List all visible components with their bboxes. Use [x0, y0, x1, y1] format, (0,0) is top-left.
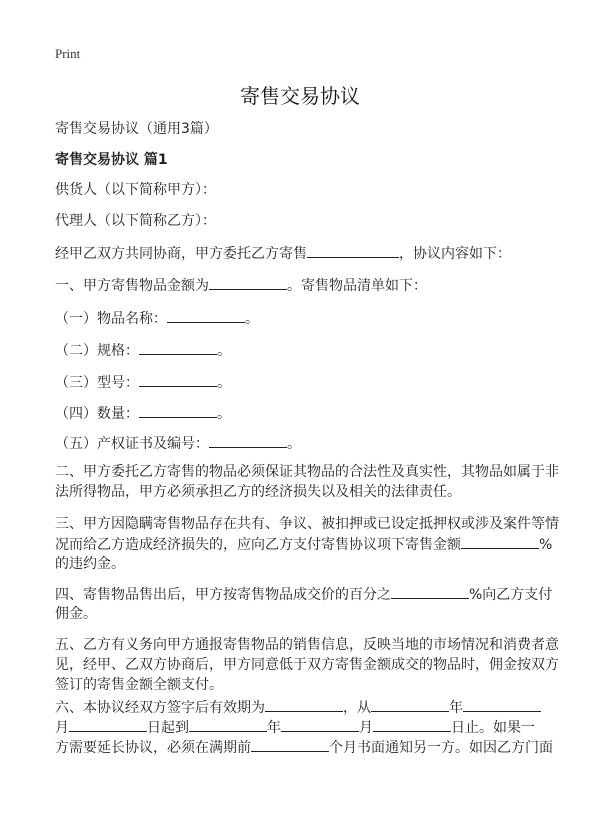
- text-line: [55, 181, 216, 199]
- text-segment: 佣金。: [55, 606, 97, 622]
- text-segment: （四）数量：: [55, 406, 139, 422]
- fill-in-blank: [209, 434, 287, 448]
- section-heading: [55, 151, 168, 169]
- print-link[interactable]: Print: [55, 46, 81, 61]
- text-segment: （三）型号：: [55, 375, 139, 391]
- text-segment: 三、甲方因隐瞒寄售物品存在共有、争议、被扣押或已设定抵押权或涉及案件等情: [55, 516, 559, 532]
- text-segment: 二、甲方委托乙方寄售的物品必须保证其物品的合法性及真实性，其物品如属于非: [55, 464, 559, 480]
- fill-in-blank: [139, 404, 217, 418]
- text-line: [55, 515, 559, 533]
- text-segment: 。: [287, 436, 301, 452]
- fill-in-blank: [307, 244, 399, 258]
- text-segment: 签订的寄售金额全额支付。: [55, 677, 223, 693]
- text-segment: 月: [55, 720, 69, 736]
- text-line: [55, 718, 535, 737]
- text-line: [55, 463, 559, 481]
- text-segment: ，从: [343, 700, 371, 716]
- text-segment: 四、寄售物品售出后，甲方按寄售物品成交价的百分之: [55, 587, 391, 603]
- text-segment: 月: [359, 720, 373, 736]
- text-segment: 方需要延长协议，必须在满期前: [55, 740, 251, 756]
- text-segment: 代理人（以下简称乙方）：: [55, 213, 216, 229]
- text-line: [55, 535, 552, 554]
- text-line: [55, 244, 511, 263]
- fill-in-blank: [371, 698, 449, 712]
- fill-in-blank: [461, 535, 539, 549]
- text-segment: 个月书面通知另一方。如因乙方门面: [329, 740, 553, 756]
- text-line: [55, 656, 559, 674]
- text-segment: 日止。如果一: [451, 720, 535, 736]
- fill-in-blank: [265, 698, 343, 712]
- text-segment: 五、乙方有义务向甲方通报寄售物品的销售信息，反映当地的市场情况和消费者意: [55, 637, 559, 653]
- text-line: [55, 676, 223, 694]
- fill-in-blank: [167, 309, 245, 323]
- text-line: [55, 434, 301, 453]
- fill-in-blank: [189, 718, 267, 732]
- text-line: [55, 555, 125, 573]
- text-line: [55, 120, 218, 138]
- text-line: [55, 636, 559, 654]
- text-segment: 寄售交易协议（通用3篇）: [55, 121, 218, 137]
- fill-in-blank: [281, 718, 359, 732]
- text-segment: 年: [449, 700, 463, 716]
- text-segment: 六、本协议经双方签字后有效期为: [55, 700, 265, 716]
- text-segment: （一）物品名称：: [55, 311, 167, 327]
- text-line: [55, 309, 259, 328]
- fill-in-blank: [463, 698, 541, 712]
- text-segment: 。寄售物品清单如下：: [287, 278, 427, 294]
- text-segment: 。: [217, 406, 231, 422]
- text-line: [55, 738, 553, 757]
- text-segment: 。: [217, 343, 231, 359]
- text-line: [55, 605, 97, 623]
- text-line: [55, 483, 461, 501]
- text-line: [55, 698, 541, 717]
- text-line: [55, 585, 552, 604]
- fill-in-blank: [69, 718, 147, 732]
- fill-in-blank: [139, 341, 217, 355]
- text-segment: ，协议内容如下：: [399, 246, 511, 262]
- fill-in-blank: [209, 276, 287, 290]
- text-segment: 年: [267, 720, 281, 736]
- text-segment: 。: [245, 311, 259, 327]
- fill-in-blank: [391, 585, 469, 599]
- text-segment: 况而给乙方造成经济损失的，应向乙方支付寄售协议项下寄售金额: [55, 537, 461, 553]
- text-line: [55, 341, 231, 360]
- text-segment: 经甲乙双方共同协商，甲方委托乙方寄售: [55, 246, 307, 262]
- document-title: 寄售交易协议: [240, 84, 360, 108]
- text-segment: 。: [217, 375, 231, 391]
- text-line: [55, 404, 231, 423]
- text-segment: %: [539, 537, 553, 553]
- text-segment: 一、甲方寄售物品金额为: [55, 278, 209, 294]
- text-segment: 寄售交易协议 篇1: [55, 152, 168, 168]
- fill-in-blank: [251, 738, 329, 752]
- fill-in-blank: [373, 718, 451, 732]
- text-segment: （二）规格：: [55, 343, 139, 359]
- text-segment: 法所得物品，甲方必须承担乙方的经济损失以及相关的法律责任。: [55, 484, 461, 500]
- text-segment: %向乙方支付: [469, 587, 553, 603]
- text-segment: 的违约金。: [55, 556, 125, 572]
- text-segment: 见，经甲、乙双方协商后，甲方同意低于双方寄售金额成交的物品时，佣金按双方: [55, 657, 559, 673]
- text-line: [55, 276, 427, 295]
- text-segment: 供货人（以下简称甲方）：: [55, 182, 216, 198]
- fill-in-blank: [139, 373, 217, 387]
- text-segment: （五）产权证书及编号：: [55, 436, 209, 452]
- text-line: [55, 373, 231, 392]
- text-line: [55, 212, 216, 230]
- text-segment: 日起到: [147, 720, 189, 736]
